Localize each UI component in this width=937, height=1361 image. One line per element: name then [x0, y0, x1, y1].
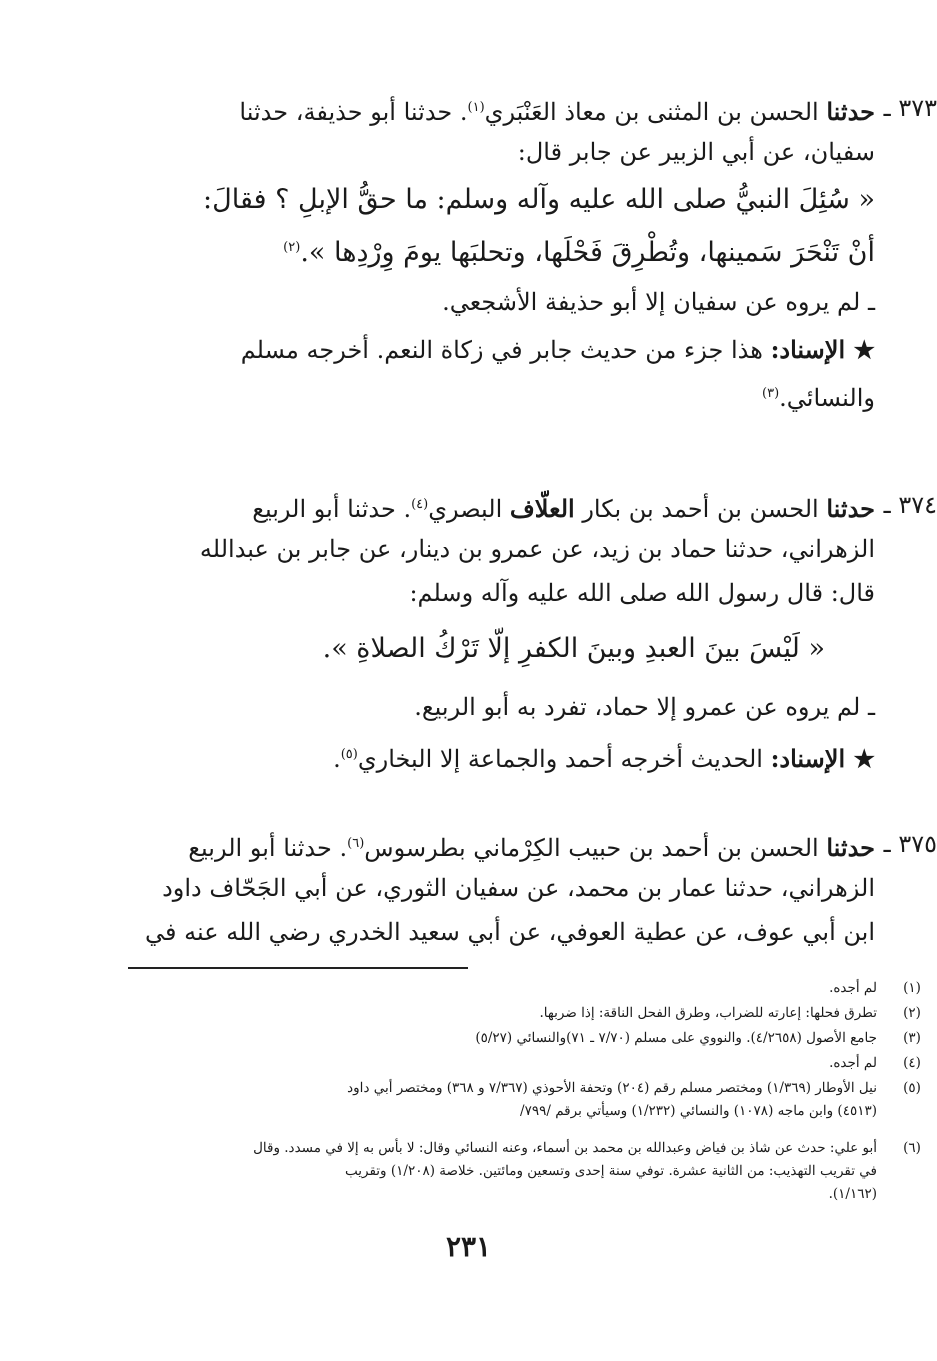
hadith-373	[130, 86, 937, 416]
footnote-text: في تقريب التهذيب: من الثانية عشرة. توفي سنة إحدى وتسعين ومائتين. خلاصة (١/٢٠٨) وتقريب	[345, 1163, 877, 1179]
footnote	[129, 977, 921, 1000]
isnad-label: ★ الإسناد:	[770, 744, 875, 773]
footnote-text: (٤٥١٣) وابن ماجه (١٠٧٨) والنسائي (١/٢٣٢) وسيأتي برقم /٧٩٩/	[520, 1103, 877, 1119]
footnote-ref: (٣)	[762, 386, 780, 401]
footnote-text: لم أجده.	[829, 980, 877, 996]
footnote-text: أبو علي: حدث عن شاذ بن فياض وعبدالله بن محمد بن أسماء، وعنه النسائي وقال: لا بأس به إلا في مسدد. وقال	[253, 1140, 877, 1156]
footnote	[129, 1027, 921, 1050]
footnote-number: (٦)	[903, 1140, 921, 1156]
footnote-number: (٢)	[903, 1005, 921, 1021]
narrator-nisba: العلّاف	[509, 494, 575, 523]
hadith-number: ٣٧٤ ـ	[883, 491, 937, 519]
footnote-text: لم أجده.	[829, 1055, 877, 1071]
footnote-number: (٣)	[903, 1030, 921, 1046]
text-line: الزهراني، حدثنا عمار بن محمد، عن سفيان الثوري، عن أبي الجَحّاف داود	[162, 874, 875, 902]
footnote-ref: (٤)	[411, 497, 429, 512]
text-line: ابن أبي عوف، عن عطية العوفي، عن أبي سعيد الخدري رضي الله عنه في	[145, 918, 875, 946]
narration-keyword: حدثنا	[826, 97, 875, 126]
footnote	[129, 1002, 921, 1025]
footnote-ref: (١)	[467, 100, 485, 115]
footnote	[129, 1077, 921, 1123]
footnote-ref: (٥)	[340, 747, 358, 762]
footnote-divider	[128, 967, 468, 969]
text: . حدثنا أبو حذيفة، حدثنا	[239, 98, 468, 126]
hadith-374	[130, 483, 937, 777]
isnad-text: هذا جزء من حديث جابر في زكاة النعم. أخرجه مسلم	[240, 336, 771, 364]
hadith-quote: أنْ تَنْحَرَ سَمينها، وتُطْرِقَ فَحْلَها، وتحلبَها يومَ وِرْدِها ».	[300, 237, 875, 268]
text: البصري	[428, 495, 510, 523]
footnote-ref: (٢)	[283, 240, 301, 255]
footnote-number: (١)	[903, 980, 921, 996]
text: . حدثنا أبو الربيع	[252, 495, 412, 523]
footnote-text: تطرق فحلها: إعارته للضراب، وطرق الفحل الناقة: إذا ضربها.	[539, 1005, 877, 1021]
isnad-text: الحديث أخرجه أحمد والجماعة إلا البخاري	[357, 745, 771, 773]
footnote-text: (١/١٦٢).	[828, 1186, 877, 1202]
footnote-text: جامع الأصول (٤/٢٦٥٨). والنووي على مسلم (٧/٧٠ ـ ٧١)والنسائي (٥/٢٧)	[475, 1030, 877, 1046]
text-line: سفيان، عن أبي الزبير عن جابر قال:	[517, 138, 875, 166]
hadith-number: ٣٧٣ ـ	[883, 94, 937, 122]
narration-keyword: حدثنا	[826, 494, 875, 523]
hadith-quote: « لَيْسَ بينَ العبدِ وبينَ الكفرِ إلّا تَرْكُ الصلاةِ ».	[322, 633, 825, 664]
text: . حدثنا أبو الربيع	[188, 834, 348, 862]
isnad-label: ★ الإسناد:	[770, 335, 875, 364]
hadith-quote: « سُئِلَ النبيُّ صلى الله عليه وآله وسلم: ما حقُّ الإبلِ ؟ فقالَ:	[203, 184, 875, 215]
footnote-ref: (٦)	[347, 836, 365, 851]
text: الحسن بن المثنى بن معاذ العَنْبَري	[484, 98, 827, 126]
footnote-number: (٤)	[903, 1055, 921, 1071]
narrator-note: ـ لم يروه عن عمرو إلا حماد، تفرد به أبو الربيع.	[414, 693, 875, 721]
footnote	[129, 1052, 921, 1075]
footnote	[129, 1137, 921, 1206]
footnote-number: (٥)	[903, 1080, 921, 1096]
narration-keyword: حدثنا	[826, 833, 875, 862]
text: الحسن بن أحمد بن بكار	[574, 495, 827, 523]
hadith-375	[130, 822, 937, 954]
text-line: قال: قال رسول الله صلى الله عليه وآله وسلم:	[409, 579, 875, 607]
page-number: ٢٣١	[445, 1230, 492, 1263]
isnad-text: والنسائي.	[779, 384, 875, 412]
punctuation: .	[333, 745, 341, 773]
text: الحسن بن أحمد بن حبيب الكِرْماني بطرسوس	[364, 834, 827, 862]
narrator-note: ـ لم يروه عن سفيان إلا أبو حذيفة الأشجعي.	[442, 288, 875, 316]
footnote-text: نيل الأوطار (١/٣٦٩) ومختصر مسلم رقم (٢٠٤) وتحفة الأحوذي (٧/٣٦٧ و ٣٦٨) ومختصر أبي داود	[347, 1080, 877, 1096]
hadith-number: ٣٧٥ ـ	[883, 830, 937, 858]
text-line: الزهراني، حدثنا حماد بن زيد، عن عمرو بن دينار، عن جابر بن عبدالله	[199, 535, 875, 563]
